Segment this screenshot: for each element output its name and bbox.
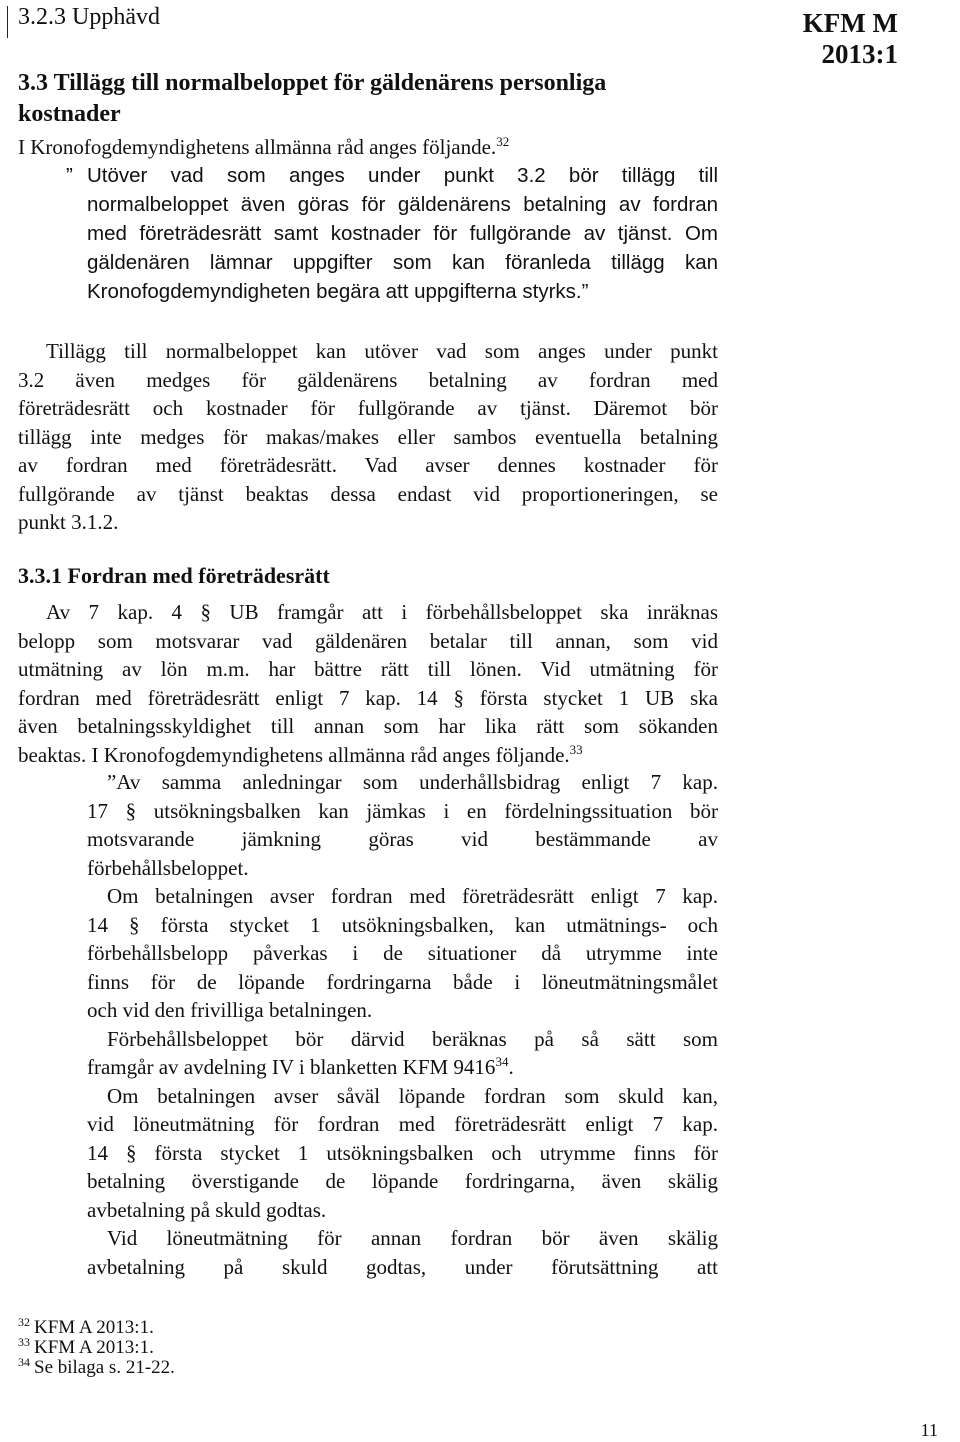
- advice-line: förbehållsbelopp påverkas i de situationer då utrymme inte: [87, 941, 718, 965]
- body-line: av fordran med företrädesrätt. Vad avser dennes kostnader för: [18, 453, 718, 477]
- footnote-number: 34: [18, 1354, 30, 1369]
- body-line: även betalningsskyldighet till annan som har lika rätt som sökanden: [18, 714, 718, 738]
- advice-paragraph-4: [87, 1082, 718, 1225]
- advice-paragraph-3: [87, 1025, 718, 1082]
- advice-line: förbehållsbeloppet.: [87, 855, 249, 880]
- advice-paragraph-2: [87, 882, 718, 1025]
- quote-line: Kronofogdemyndigheten begära att uppgifterna styrks.”: [87, 280, 589, 303]
- footnote-ref-32: 32: [496, 134, 510, 149]
- quote-open-mark: ”: [66, 164, 73, 187]
- footnotes: [18, 1314, 175, 1378]
- quote-line: gäldenären lämnar uppgifter som kan föranleda tillägg kan: [87, 251, 718, 274]
- advice-line: [87, 1053, 718, 1082]
- section-heading-3-3-1: 3.3.1 Fordran med företrädesrätt: [18, 563, 330, 588]
- body-line: fullgörande av tjänst beaktas dessa endast vid proportioneringen, se: [18, 481, 718, 506]
- advice-block: [87, 768, 718, 1281]
- advice-line: Om betalningen avser fordran med företrädesrätt enligt 7 kap.: [107, 884, 718, 908]
- advice-line: finns för de löpande fordringarna både i löneutmätningsmålet: [87, 969, 718, 994]
- advice-line: 14 § första stycket 1 utsökningsbalken och utrymme finns för: [87, 1140, 718, 1165]
- quote-line: med företrädesrätt samt kostnader för fullgörande av tjänst. Om: [87, 222, 718, 245]
- body-line: belopp som motsvarar vad gäldenären betalar till annan, som vid: [18, 628, 718, 653]
- advice-line: och vid den frivilliga betalningen.: [87, 998, 373, 1022]
- intro-paragraph: [18, 133, 509, 161]
- margin-rule: [7, 6, 8, 38]
- advice-paragraph-1: [87, 768, 718, 882]
- body-line: punkt 3.1.2.: [18, 510, 119, 534]
- footnote-ref-33: 33: [569, 741, 583, 757]
- advice-line-end: .: [508, 1055, 514, 1079]
- quote-line: normalbeloppet även göras för gäldenärens betalning av fordran: [87, 193, 718, 216]
- advice-quote-block: [87, 161, 718, 306]
- body-line: Tillägg till normalbeloppet kan utöver vad som anges under punkt: [46, 339, 718, 363]
- advice-line-text: framgår av avdelning IV i blanketten KFM 9416: [87, 1055, 496, 1079]
- section-3-3-body: [18, 337, 718, 537]
- footnote-text: KFM A 2013:1.: [34, 1337, 154, 1358]
- body-line: tillägg inte medges för makas/makes eller sambos eventuella betalning: [18, 424, 718, 449]
- body-line: fordran med företrädesrätt enligt 7 kap. 14 § första stycket 1 UB ska: [18, 685, 718, 710]
- footnote-text: Se bilaga s. 21-22.: [34, 1357, 175, 1378]
- document-id-line1: KFM M: [802, 8, 898, 38]
- advice-line: Om betalningen avser såväl löpande fordran som skuld kan,: [107, 1083, 718, 1108]
- advice-line: 14 § första stycket 1 utsökningsbalken, kan utmätnings- och: [87, 912, 718, 937]
- advice-line: Vid löneutmätning för annan fordran bör även skälig: [107, 1226, 718, 1250]
- footnote: [18, 1334, 175, 1358]
- footnote-text: KFM A 2013:1.: [34, 1317, 154, 1338]
- section-heading-3-2-3: 3.2.3 Upphävd: [18, 4, 160, 30]
- quote-line: Utöver vad som anges under punkt 3.2 bör tillägg till: [87, 164, 718, 187]
- advice-line: betalning överstigande de löpande fordringarna, även skälig: [87, 1169, 718, 1193]
- advice-line: avbetalning på skuld godtas.: [87, 1197, 327, 1222]
- advice-line: ”Av samma anledningar som underhållsbidrag enligt 7 kap.: [107, 770, 718, 794]
- body-line: 3.2 även medges för gäldenärens betalning av fordran med: [18, 367, 718, 392]
- intro-text: I Kronofogdemyndighetens allmänna råd anges följande.: [18, 135, 497, 159]
- footnote-ref-34: 34: [495, 1054, 509, 1069]
- footnote: [18, 1314, 175, 1338]
- document-id: [803, 8, 898, 70]
- advice-line: vid löneutmätning för fordran med företrädesrätt enligt 7 kap.: [87, 1112, 718, 1136]
- document-id-line2: 2013:1: [821, 39, 898, 69]
- footnote-number: 33: [18, 1334, 30, 1349]
- body-line: företrädesrätt och kostnader för fullgörande av tjänst. Däremot bör: [18, 396, 718, 420]
- section-3-3-1-body: [18, 598, 718, 769]
- advice-line: Förbehållsbeloppet bör därvid beräknas på så sätt som: [107, 1026, 718, 1051]
- body-line: [18, 741, 718, 770]
- page-number: 11: [920, 1420, 938, 1440]
- advice-paragraph-5: [87, 1224, 718, 1281]
- footnote-separator: [18, 1306, 188, 1307]
- advice-line: avbetalning på skuld godtas, under förutsättning att: [87, 1254, 718, 1279]
- body-line: Av 7 kap. 4 § UB framgår att i förbehållsbeloppet ska inräknas: [46, 600, 718, 624]
- body-last-text: beaktas. I Kronofogdemyndighetens allmänna råd anges följande.: [18, 742, 570, 767]
- footnote-number: 32: [18, 1314, 30, 1329]
- advice-line: motsvarande jämkning göras vid bestämmande av: [87, 827, 718, 851]
- advice-line: 17 § utsökningsbalken kan jämkas i en fördelningssituation bör: [87, 798, 718, 823]
- footnote: [18, 1354, 175, 1378]
- body-line: utmätning av lön m.m. har bättre rätt till lönen. Vid utmätning för: [18, 657, 718, 681]
- section-heading-3-3: 3.3 Tillägg till normalbeloppet för gäldenärens personliga kostnader: [18, 70, 607, 127]
